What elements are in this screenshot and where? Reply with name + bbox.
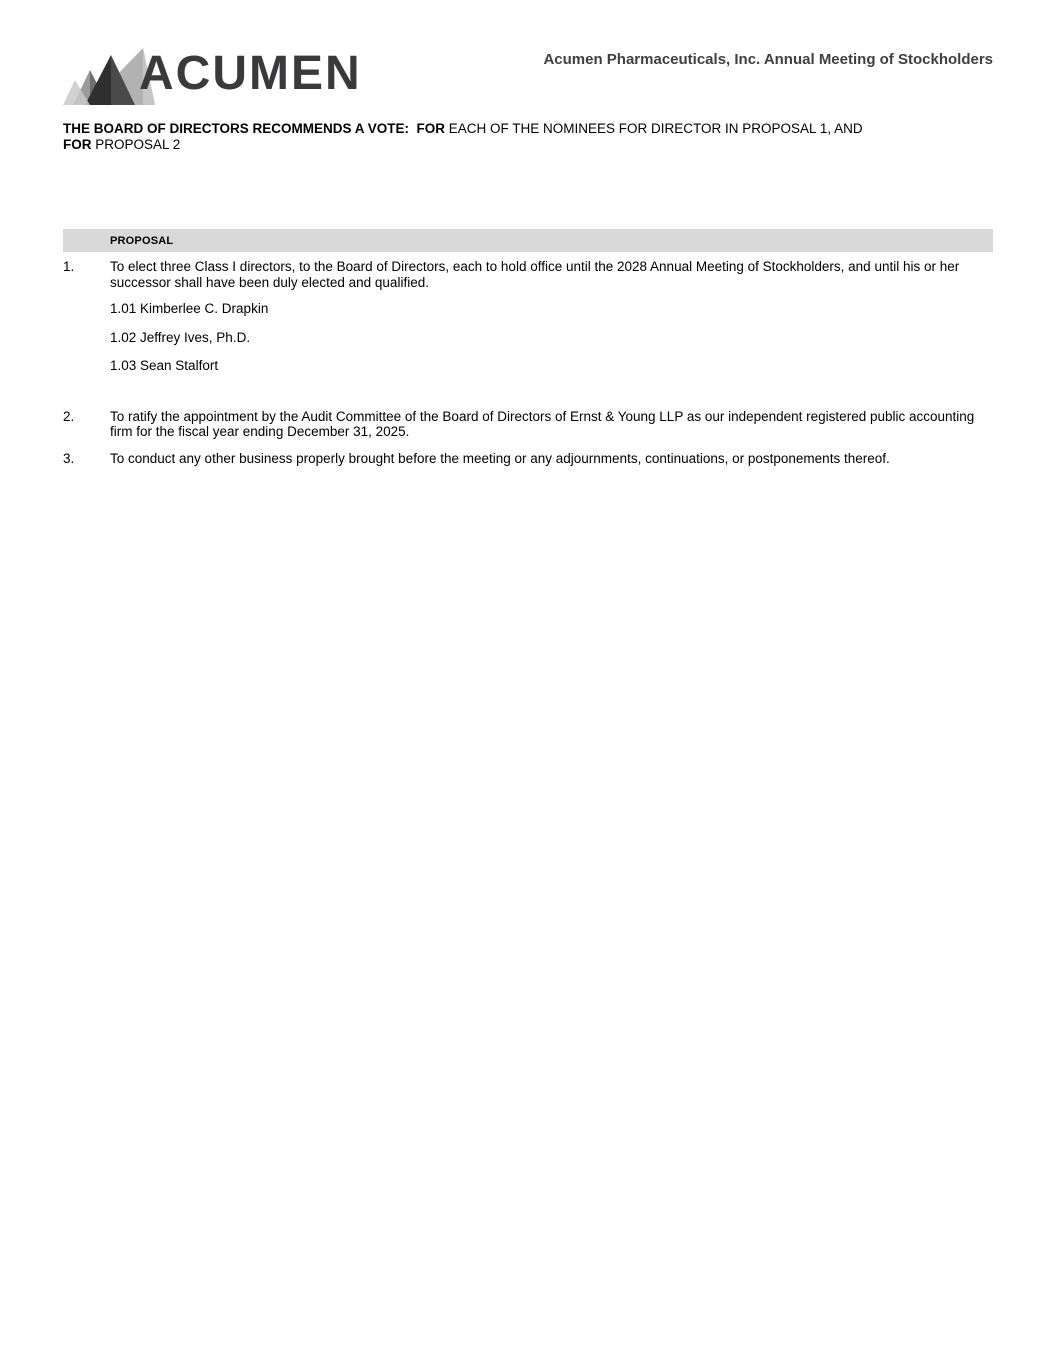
- proposal-column-label: PROPOSAL: [110, 234, 174, 247]
- proposal-list: [63, 259, 993, 466]
- proposal-row: [63, 409, 993, 440]
- nominee-item: 1.03 Sean Stalfort: [110, 358, 219, 373]
- page-header: [0, 0, 1055, 106]
- proposal-body: [110, 451, 993, 467]
- nominee-item: 1.01 Kimberlee C. Drapkin: [110, 301, 269, 316]
- nominee-list: [110, 301, 993, 374]
- proposal-row: [63, 451, 993, 467]
- nominee-item: 1.02 Jeffrey Ives, Ph.D.: [110, 329, 251, 345]
- vote-recommendation: [63, 121, 993, 153]
- proposal-table-header: [63, 229, 993, 252]
- recommendation-bold-lead: THE BOARD OF DIRECTORS RECOMMENDS A VOTE: FOR: [63, 121, 446, 136]
- proposal-description: To ratify the appointment by the Audit Committee of the Board of Directors of Ernst & Young LLP as our independent registered public accounting firm for the fiscal year ending December 31, 2025.: [110, 408, 975, 439]
- proposal-body: [110, 259, 993, 374]
- proposal-number: 1.: [63, 259, 75, 274]
- proposal-number: 2.: [63, 408, 75, 424]
- recommendation-normal-2: PROPOSAL 2: [91, 137, 181, 152]
- proposal-description: To conduct any other business properly brought before the meeting or any adjournments, continuations, or postponements thereof.: [110, 450, 890, 466]
- proposal-body: [110, 409, 993, 440]
- recommendation-bold-2: FOR: [63, 137, 92, 152]
- recommendation-normal-1: EACH OF THE NOMINEES FOR DIRECTOR IN PROPOSAL 1, AND: [445, 121, 863, 136]
- proposal-number: 3.: [63, 450, 75, 466]
- proposal-row: [63, 259, 993, 374]
- acumen-logo: [63, 38, 373, 106]
- logo-wordmark: ACUMEN: [139, 47, 362, 100]
- page-title: Acumen Pharmaceuticals, Inc. Annual Meeting of Stockholders: [543, 51, 993, 68]
- proposal-description: To elect three Class I directors, to the Board of Directors, each to hold office until the 2028 Annual Meeting of Stockholders, and until his or her successor shall have been duly elected and qualified.: [110, 259, 960, 290]
